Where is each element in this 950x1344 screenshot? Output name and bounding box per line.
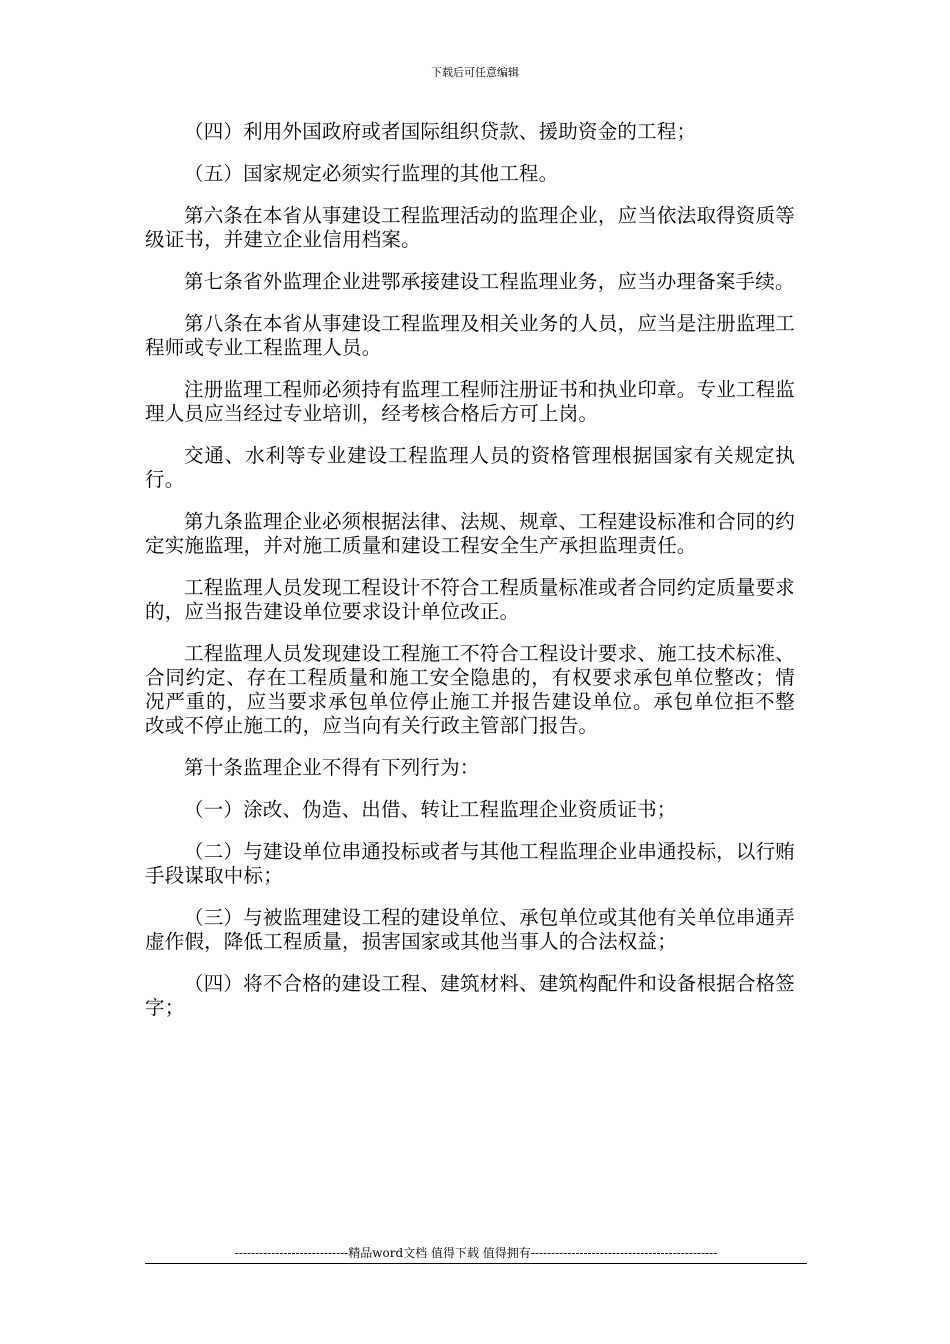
paragraph: 第七条省外监理企业进鄂承接建设工程监理业务，应当办理备案手续。 <box>184 270 795 293</box>
paragraph: 注册监理工程师必须持有监理工程师注册证书和执业印章。专业工程监理人员应当经过专业培训，经考核合格后方可上岗。 <box>145 378 795 425</box>
paragraph: （四）利用外国政府或者国际组织贷款、援助资金的工程； <box>184 120 697 143</box>
paragraph: （四）将不合格的建设工程、建筑材料、建筑构配件和设备根据合格签字； <box>145 972 795 1019</box>
page-footer: ----------------------------精品word文档 值得下载 值得拥有---------------------------------------------- <box>234 1246 718 1260</box>
paragraph: （五）国家规定必须实行监理的其他工程。 <box>184 162 559 185</box>
paragraph: （三）与被监理建设工程的建设单位、承包单位或其他有关单位串通弄虚作假，降低工程质量，损害国家或其他当事人的合法权益； <box>145 906 795 953</box>
paragraph: 第八条在本省从事建设工程监理及相关业务的人员，应当是注册监理工程师或专业工程监理人员。 <box>145 312 795 359</box>
footer-divider <box>145 1263 807 1264</box>
document-body <box>145 120 795 1038</box>
paragraph: 交通、水利等专业建设工程监理人员的资格管理根据国家有关规定执行。 <box>145 444 795 491</box>
paragraph: 工程监理人员发现建设工程施工不符合工程设计要求、施工技术标准、合同约定、存在工程质量和施工安全隐患的，有权要求承包单位整改；情况严重的，应当要求承包单位停止施工并报告建设单位。承包单位拒不整改或不停止施工的，应当向有关行政主管部门报告。 <box>145 642 795 737</box>
paragraph: 第六条在本省从事建设工程监理活动的监理企业，应当依法取得资质等级证书，并建立企业信用档案。 <box>145 204 795 251</box>
page-header: 下载后可任意编辑 <box>431 66 519 79</box>
paragraph: 工程监理人员发现工程设计不符合工程质量标准或者合同约定质量要求的，应当报告建设单位要求设计单位改正。 <box>145 576 795 623</box>
paragraph: 第九条监理企业必须根据法律、法规、规章、工程建设标准和合同的约定实施监理，并对施工质量和建设工程安全生产承担监理责任。 <box>145 510 795 557</box>
paragraph: （二）与建设单位串通投标或者与其他工程监理企业串通投标，以行贿手段谋取中标； <box>145 840 795 887</box>
paragraph: （一）涂改、伪造、出借、转让工程监理企业资质证书； <box>184 798 677 821</box>
paragraph: 第十条监理企业不得有下列行为： <box>184 756 480 779</box>
